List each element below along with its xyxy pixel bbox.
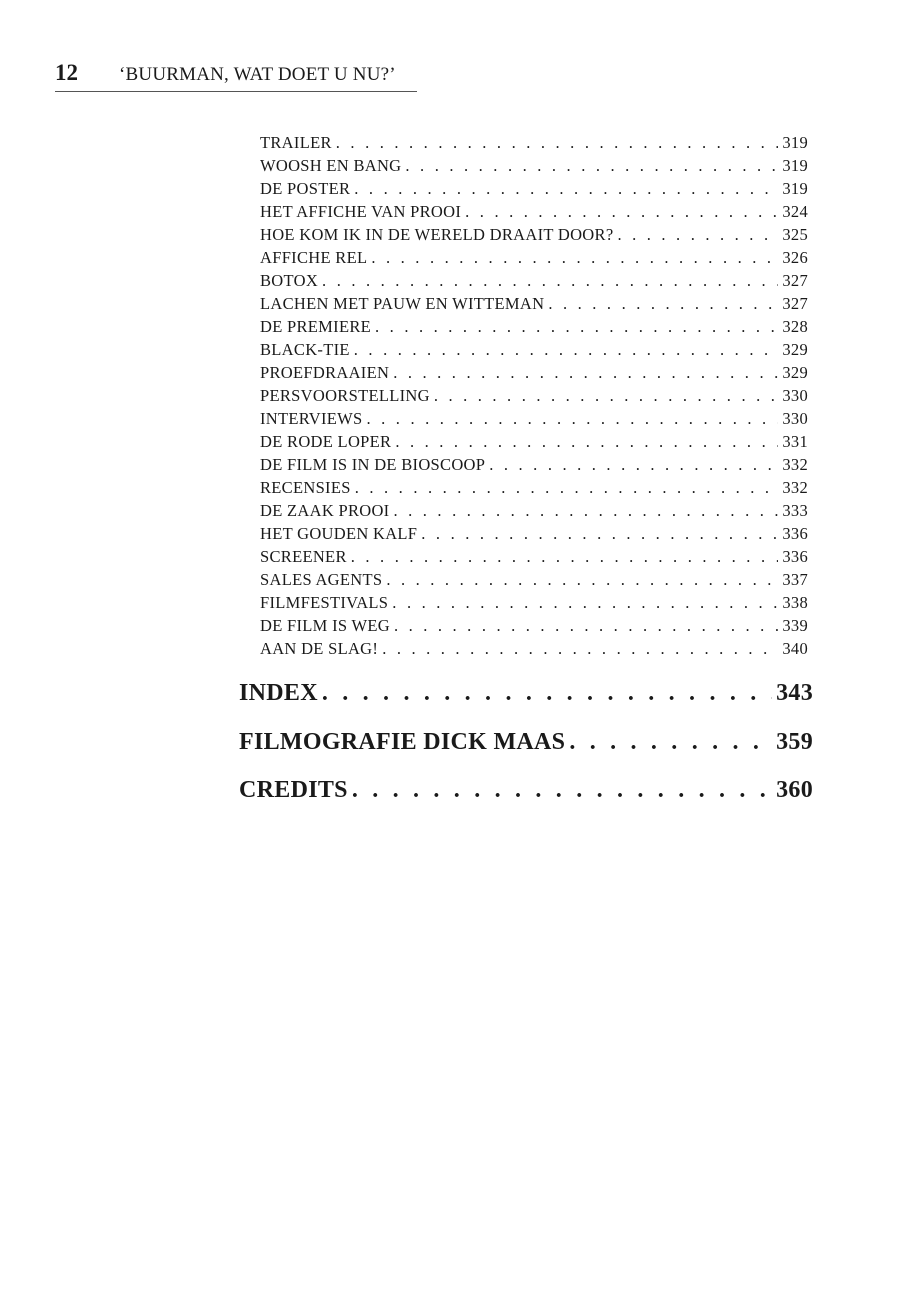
- toc-entry-title: FILMFESTIVALS: [260, 593, 389, 612]
- dot-leader: [569, 725, 772, 759]
- dot-leader: [393, 361, 778, 384]
- dot-leader: [322, 269, 778, 292]
- dot-leader: [382, 637, 778, 660]
- toc-sub-entry: [260, 269, 808, 292]
- toc-entry-title: CREDITS: [239, 777, 348, 803]
- toc-sub-entry: [260, 522, 808, 545]
- toc-entry-page-number: 319: [782, 156, 808, 175]
- toc-entry-page-number: 327: [782, 294, 808, 313]
- toc-sub-entry: [260, 131, 808, 154]
- dot-leader: [375, 315, 778, 338]
- dot-leader: [405, 154, 778, 177]
- toc-sub-entry: [260, 338, 808, 361]
- toc-entry-page-number: 331: [782, 432, 808, 451]
- toc-sub-entry: [260, 246, 808, 269]
- toc-sub-entry: [260, 200, 808, 223]
- toc-entry-title: INTERVIEWS: [260, 409, 363, 428]
- dot-leader: [489, 453, 778, 476]
- toc-entry-title: RECENSIES: [260, 478, 351, 497]
- dot-leader: [465, 200, 778, 223]
- dot-leader: [548, 292, 778, 315]
- toc-entry-title: HET AFFICHE VAN PROOI: [260, 202, 462, 221]
- toc-entry-page-number: 338: [782, 593, 808, 612]
- toc-entry-title: INDEX: [239, 680, 318, 706]
- toc-entry-title: PERSVOORSTELLING: [260, 386, 430, 405]
- toc-entry-title: AFFICHE REL: [260, 248, 368, 267]
- toc-sub-entry: [260, 384, 808, 407]
- dot-leader: [336, 131, 779, 154]
- toc-entry-page-number: 330: [782, 386, 808, 405]
- toc-entry-page-number: 339: [782, 616, 808, 635]
- toc-entry-title: HOE KOM IK IN DE WERELD DRAAIT DOOR?: [260, 225, 614, 244]
- toc-sub-entry: [260, 499, 808, 522]
- toc-entry-page-number: 340: [782, 639, 808, 658]
- dot-leader: [393, 499, 778, 522]
- toc-sub-entry: [260, 476, 808, 499]
- toc-sub-entry: [260, 545, 808, 568]
- dot-leader: [394, 614, 778, 637]
- toc-sub-entry: [260, 223, 808, 246]
- dot-leader: [355, 476, 779, 499]
- toc-sub-entry: [260, 614, 808, 637]
- toc-entry-title: DE ZAAK PROOI: [260, 501, 390, 520]
- toc-entry-page-number: 336: [782, 524, 808, 543]
- toc-subsection-list: [260, 131, 808, 660]
- toc-entry-page-number: 333: [782, 501, 808, 520]
- page-number: 12: [55, 60, 78, 85]
- toc-entry-page-number: 324: [782, 202, 808, 221]
- toc-entry-title: TRAILER: [260, 133, 332, 152]
- toc-entry-title: DE FILM IS IN DE BIOSCOOP: [260, 455, 486, 474]
- dot-leader: [354, 177, 778, 200]
- dot-leader: [392, 591, 778, 614]
- toc-entry-page-number: 329: [782, 340, 808, 359]
- dot-leader: [354, 338, 779, 361]
- toc-entry-title: SCREENER: [260, 547, 347, 566]
- toc-sub-entry: [260, 430, 808, 453]
- toc-entry-title: HET GOUDEN KALF: [260, 524, 418, 543]
- toc-entry-title: BLACK-TIE: [260, 340, 350, 359]
- dot-leader: [617, 223, 778, 246]
- toc-main-entry: [239, 725, 813, 774]
- toc-sub-entry: [260, 315, 808, 338]
- toc-entry-title: AAN DE SLAG!: [260, 639, 379, 658]
- toc-entry-page-number: 327: [782, 271, 808, 290]
- dot-leader: [434, 384, 779, 407]
- toc-entry-title: PROEFDRAAIEN: [260, 363, 390, 382]
- dot-leader: [352, 773, 772, 807]
- toc-sub-entry: [260, 568, 808, 591]
- toc-sub-entry: [260, 292, 808, 315]
- toc-entry-page-number: 332: [782, 455, 808, 474]
- toc-entry-title: SALES AGENTS: [260, 570, 383, 589]
- toc-entry-page-number: 332: [782, 478, 808, 497]
- toc-entry-title: BOTOX: [260, 271, 319, 290]
- toc-main-section-list: [239, 676, 813, 822]
- toc-entry-page-number: 360: [776, 777, 813, 803]
- toc-main-entry: [239, 773, 813, 822]
- book-title: ‘BUURMAN, WAT DOET U NU?’: [119, 64, 396, 85]
- dot-leader: [367, 407, 779, 430]
- toc-sub-entry: [260, 591, 808, 614]
- toc-sub-entry: [260, 154, 808, 177]
- toc-entry-title: LACHEN MET PAUW EN WITTEMAN: [260, 294, 545, 313]
- dot-leader: [421, 522, 778, 545]
- running-head: [55, 60, 417, 92]
- toc-entry-title: DE RODE LOPER: [260, 432, 392, 451]
- toc-entry-title: FILMOGRAFIE DICK MAAS: [239, 728, 566, 755]
- dot-leader: [371, 246, 778, 269]
- toc-entry-page-number: 359: [776, 728, 813, 755]
- toc-entry-page-number: 329: [782, 363, 808, 382]
- dot-leader: [386, 568, 778, 591]
- toc-entry-page-number: 326: [782, 248, 808, 267]
- dot-leader: [351, 545, 779, 568]
- toc-entry-page-number: 319: [782, 133, 808, 152]
- toc-sub-entry: [260, 453, 808, 476]
- toc-entry-title: DE POSTER: [260, 179, 351, 198]
- toc-entry-page-number: 319: [782, 179, 808, 198]
- toc-sub-entry: [260, 177, 808, 200]
- toc-entry-page-number: 325: [782, 225, 808, 244]
- dot-leader: [322, 676, 772, 710]
- toc-entry-page-number: 336: [782, 547, 808, 566]
- toc-entry-title: WOOSH EN BANG: [260, 156, 402, 175]
- dot-leader: [395, 430, 778, 453]
- toc-entry-page-number: 328: [782, 317, 808, 336]
- toc-sub-entry: [260, 361, 808, 384]
- toc-entry-page-number: 330: [782, 409, 808, 428]
- toc-entry-title: DE PREMIERE: [260, 317, 372, 336]
- toc-entry-title: DE FILM IS WEG: [260, 616, 390, 635]
- toc-sub-entry: [260, 407, 808, 430]
- toc-entry-page-number: 337: [782, 570, 808, 589]
- toc-sub-entry: [260, 637, 808, 660]
- toc-entry-page-number: 343: [776, 680, 813, 706]
- toc-main-entry: [239, 676, 813, 725]
